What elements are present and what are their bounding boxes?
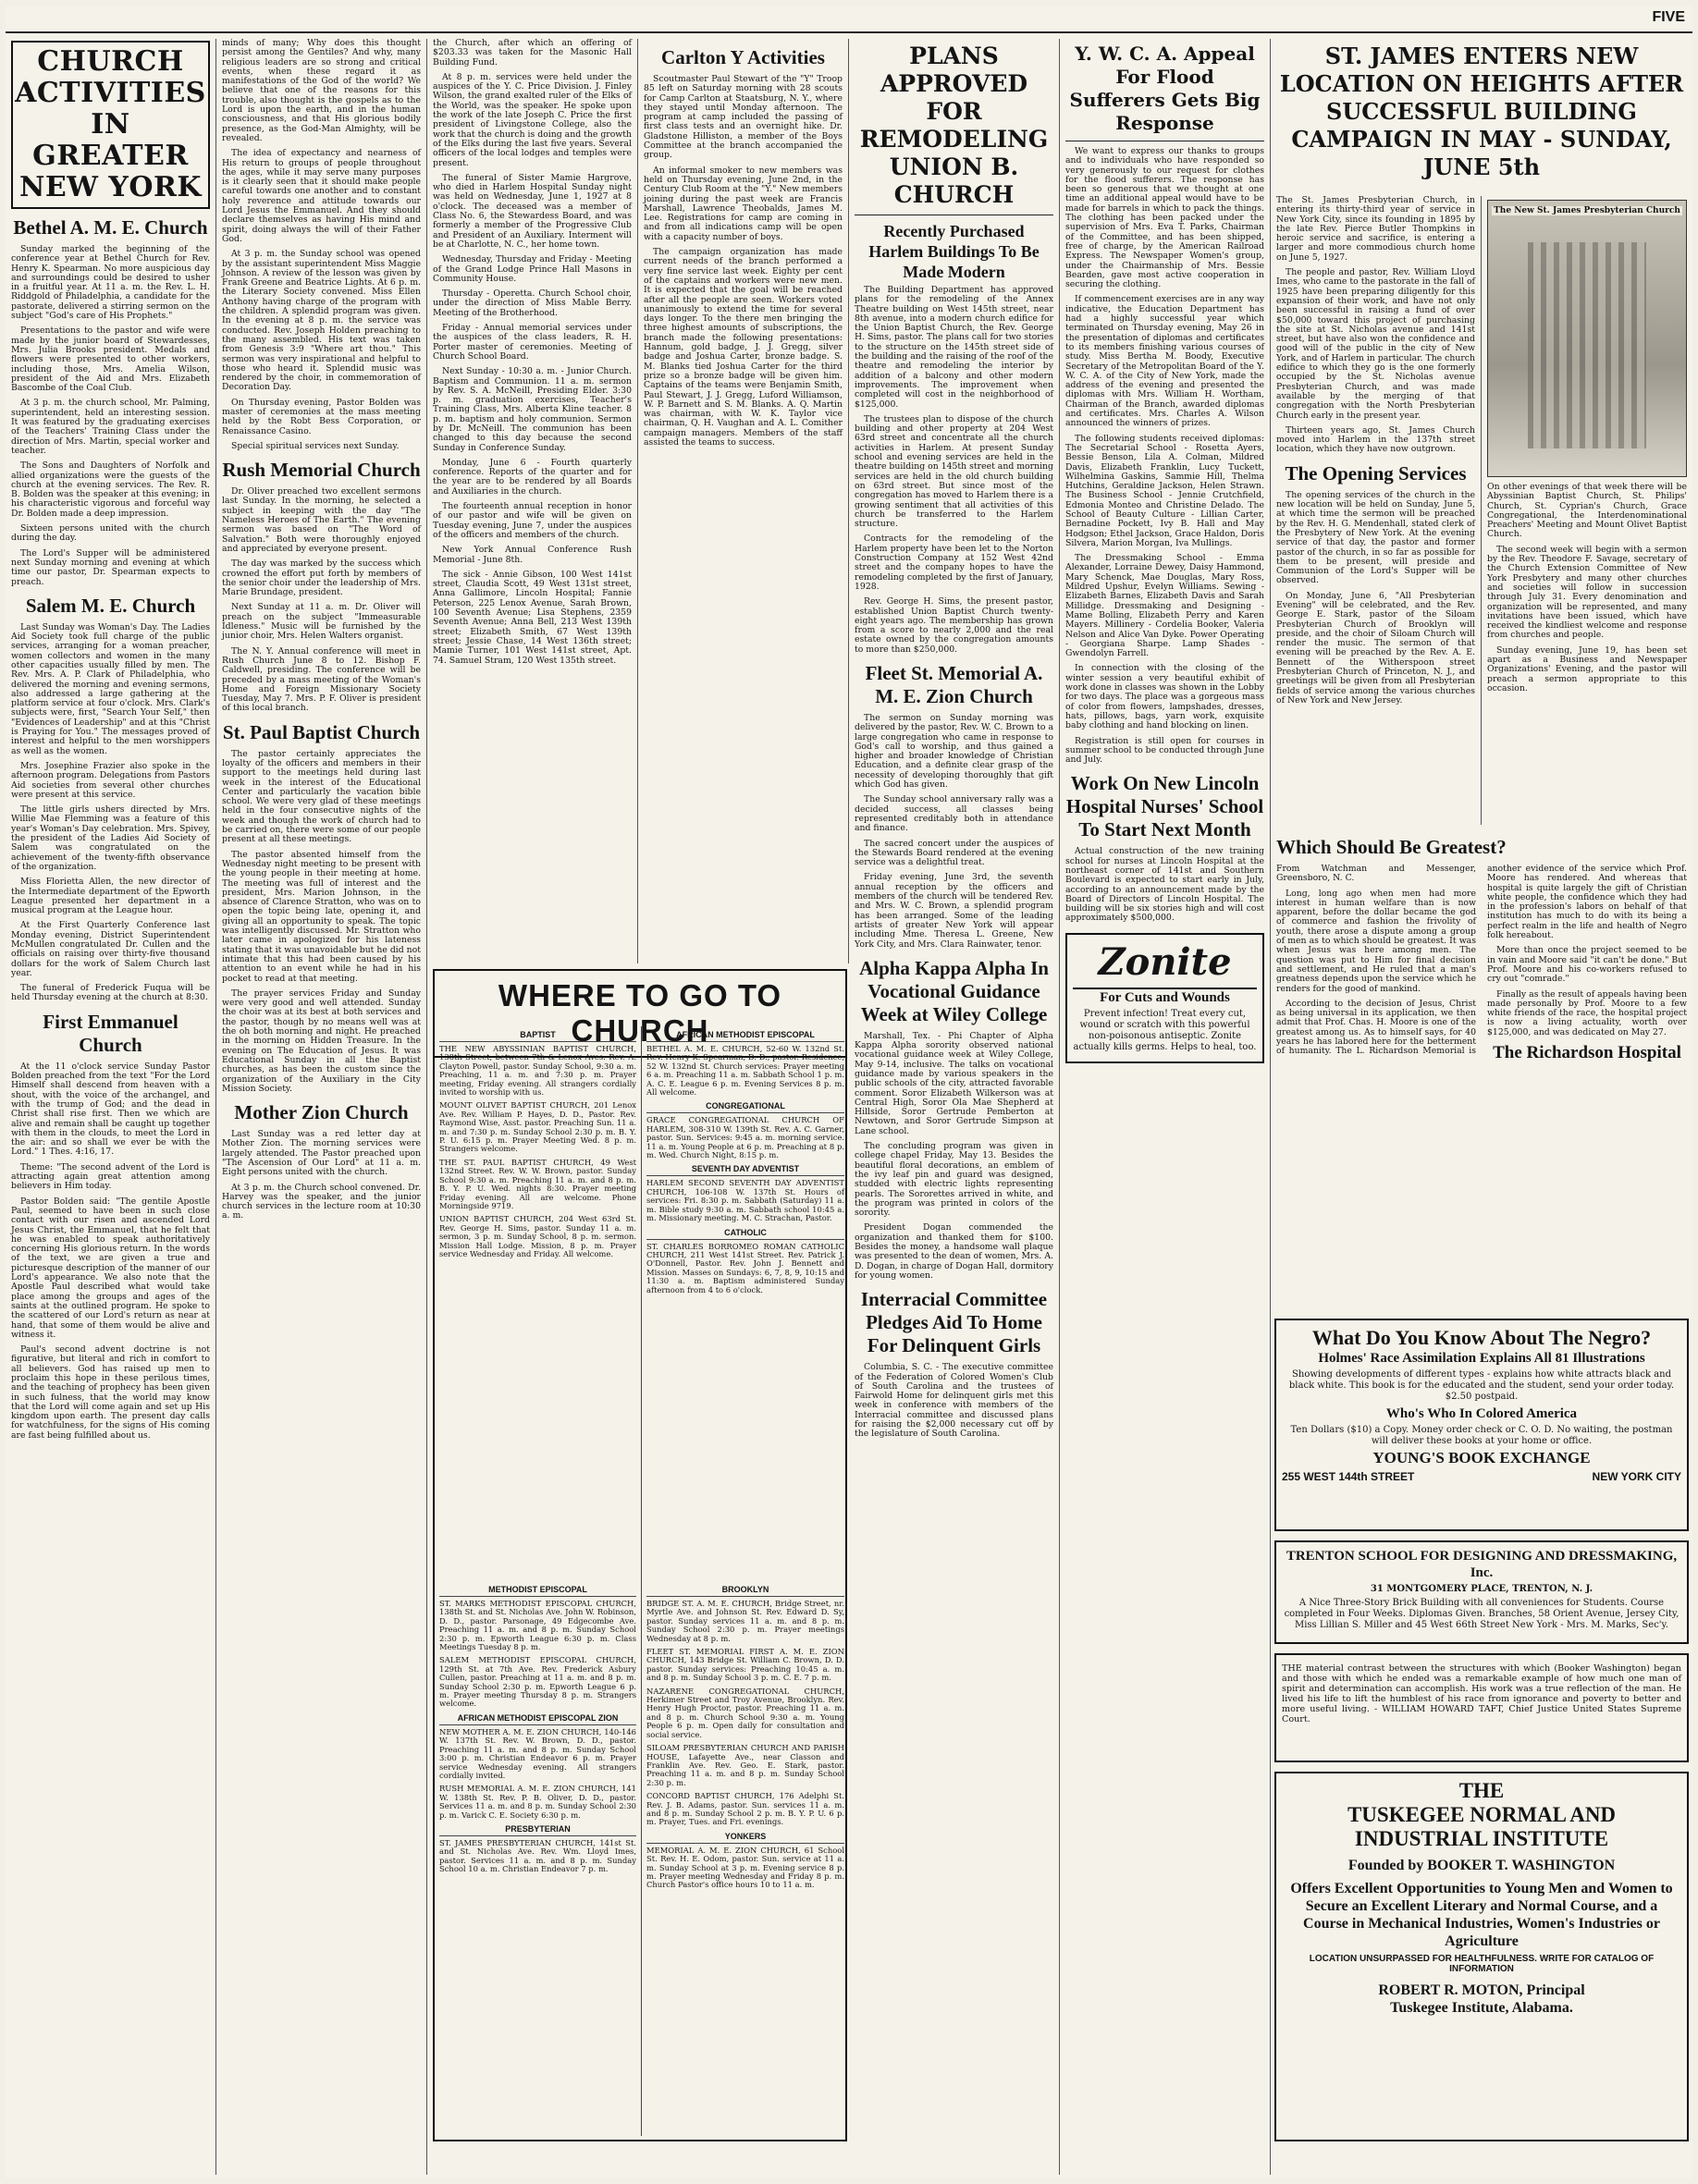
directory-category: CONGREGATIONAL [646,1101,844,1113]
directory-entry: THE ST. PAUL BAPTIST CHURCH, 49 West 132nd Street. Rev. W. W. Brown, pastor. Sunday School 9:30 a. m. Preaching 11 a. m. and 8 p. m. B. Y. P. U. Wed. nights 8:30. Prayer meeting Friday evening. All are welcome. Phone Morningside 9719. [439,1157,636,1210]
directory-entry: SILOAM PRESBYTERIAN CHURCH AND PARISH HOUSE, Lafayette Ave., near Classon and Franklin Ave. Rev. Geo. E. Stark, pastor. Preaching 11 a. m. and 8 p. m. Sunday School 2:30 p. m. [646,1743,844,1787]
article-paragraph: The N. Y. Annual conference will meet in Rush Church June 8 to 12. Bishop F. Caldwell, presiding. The conference will be preceded by a mass meeting of the Woman's Home and Foreign Missionary Society Tuesday, May 7. Mrs. P. F. Oliver is president of this local branch. [222,645,421,714]
article-paragraph: The concluding program was given in college chapel Friday, May 13. Besides the beautiful floral decorations, an emblem of the ivy leaf pin and guard was designed, studded with electric lights representing pearls. The Sororettes arrived in white, and the program was printed in colors of the sorority. [855,1141,1053,1219]
zonite-name: Zonite [1073,940,1257,989]
article-paragraph: The pastor certainly appreciates the loyalty of the officers and members in their support to the meetings held during last week in the interest of the Educational Center and particularly the vacation bible school. We were very glad of these meetings held in the four consecutive nights of the week and though the work of church had to be carried on, there were some of our people present at all these meetings. [222,748,421,845]
directory-entry: NAZARENE CONGREGATIONAL CHURCH, Herkimer Street and Troy Avenue, Brooklyn. Rev. Henry Hugh Proctor, pastor. Preaching 11 a. m. and 8 p. m. Church School 9:30 a. m. Young People 6 p. m. Open daily for consultation and social service. [646,1686,844,1739]
column-1 [6,39,216,2175]
column-2 [216,39,427,2175]
article-paragraph: In connection with the closing of the winter session a very beautiful exhibit of work done in classes was shown in the Lobby for two days. The place was a gorgeous mass of color from flowers, lampshades, dresses, hats, pillows, bags, yarn work, exquisite baby clothing and hand blocking on linen. [1065,663,1264,731]
article-paragraph: Next Sunday - 10:30 a. m. - Junior Church. Baptism and Communion. 11 a. m. sermon by Rev. S. A. McNeill, Presiding Elder. 3:30 p. m. graduation exercises, Teacher's Training Class, Mrs. Alberta Kline teacher. 8 p. m. baptism and holy communion. Sermon by Dr. McNeill. The communion has been changed to this day because the second Sunday in Conference Sunday. [433,366,632,453]
directory-entry: NEW MOTHER A. M. E. ZION CHURCH, 140-146 W. 137th St. Rev. W. Brown, D. D., pastor. Preaching 11 a. m. and 8 p. m. Sunday School 3:00 p. m. Christian Endeavor 6 p. m. Prayer service Wednesday evening. All strangers cordially invited. [439,1726,636,1780]
article-paragraph: At the 11 o'clock service Sunday Pastor Bolden preached from the text "For the Lord Himself shall descend from heaven with a shout, with the voice of the archangel, and with the trump of God; and the dead in Christ shall rise first. Then we which are alive and remain shall be caught up together with them in the clouds, to meet the Lord in the air: and so shall we ever be with the Lord." 1 Thes. 4:16, 17. [11,1061,210,1158]
trenton-school-ad [1274,1540,1689,1644]
article-paragraph: The day was marked by the success which crowned the effort put forth by members of the senior choir under the leadership of Mrs. Marie Brundage, president. [222,558,421,598]
article-paragraph: Friday - Annual memorial services under the auspices of the class leaders, R. H. Porter master of ceremonies. Meeting of Church School Board. [433,323,632,362]
article-paragraph: Registration is still open for courses in summer school to be conducted through June and July. [1065,735,1265,766]
page-header-rule [6,6,1692,33]
article-paragraph: The funeral of Sister Mamie Hargrove, who died in Harlem Hospital Sunday night was held on Wednesday, June 1, 1927 at 8 o'clock. The deceased was a member of Class No. 6, the Stewardess Board, and was formerly a member of the Progressive Club and President of an Auxiliary. Interment will be at Charlotte, N. C., her home town. [433,172,632,250]
article-paragraph: We want to express our thanks to groups and to individuals who have responded so very generously to our request for clothes for the flood sufferers. The response has been so generous that we thought at one time an additional appeal would have to be made for barrels in which to pack the things. The clothing has been packed under the supervision of Mrs. Eva T. Parks, Chairman of the Committee, and has been shipped, free of charge, by the American Railroad Express. The Newspaper Women's group, under the Chairmanship of Mrs. Bessie Bearden, gave most active cooperation in securing the clothing. [1065,146,1264,290]
directory-entry: SALEM METHODIST EPISCOPAL CHURCH, 129th St. at 7th Ave. Rev. Frederick Asbury Cullen, pastor. Preaching at 11 a. m. and 8 p. m. Sunday School 2:30 p. m. Epworth League 6 p. m. Prayer meeting Thursday 8 p. m. Strangers welcome. [439,1655,636,1709]
church-activities-banner [11,41,210,209]
directory-entry: CONCORD BAPTIST CHURCH, 176 Adelphi St. Rev. J. B. Adams, pastor. Sun. services 11 a. m. and 8 p. m. Sunday School 2 p. m. B. Y. P. U. 6 p. m. Prayer, Tues. and Fri. evenings. [646,1791,844,1827]
article-paragraph: Last Sunday was Woman's Day. The Ladies Aid Society took full charge of the public services, arranging for a woman preacher, women collectors and women in the many other capacities usually filled by men. The Rev. Mrs. A. P. Clark of Philadelphia, who delivered the morning and evening sermons, also addressed a large gathering at the platform service at four o'clock. Mrs. Clark's subjects were, first, "Search Your Self," then "Evidences of Leadership" and at this "Christ is Praying for You." The messages proved of interest and helpful to the men worshippers as well as the women. [11,621,210,756]
ad-title: What Do You Know About The Negro? [1311,1326,1652,1349]
tuskegee-name: TUSKEGEE NORMAL AND INDUSTRIAL INSTITUTE [1347,1803,1617,1850]
article-paragraph: Long, long ago when men had more interest in human welfare than is now apparent, before the dollar became the god of commerce and fashion the frivolity of youth, there arose a dispute among a group of men as to which should be greatest. It was when Jesus was here among men. The question was put to Him for final decision and settlement, and He ruled that a man's greatness depends upon the service which he renders for the good of mankind. [1276,888,1476,994]
tuskegee-place: Tuskegee Institute, Alabama. [1390,2000,1573,2016]
tuskegee-location: LOCATION UNSURPASSED FOR HEALTHFULNESS. WRITE FOR CATALOG OF INFORMATION [1309,1954,1655,1974]
directory-entry: BRIDGE ST. A. M. E. CHURCH, Bridge Street, nr. Myrtle Ave. and Johnson St. Rev. Edward D. Sy, pastor. Sunday services 11 a. m. and 8 p. m. Sunday School 2:30 p. m. Prayer meetings Wednesday at 8 p. m. [646,1599,844,1643]
directory-column-2 [642,1026,849,1581]
article-paragraph: The second week will begin with a sermon by the Rev. Theodore F. Savage, secretary of the Church Extension Committee of New York Presbytery and many other churches and societies will follow in succession through July 31. Every denomination and organization will be represented, and many invitations have been issued, which have received the kindliest welcome and response from churches and people. [1487,544,1687,641]
article-paragraph: The fourteenth annual reception in honor of our pastor and wife will be given on Tuesday evening, June 7, under the auspices of the officers and members of the church. [433,501,632,540]
article-paragraph: Dr. Oliver preached two excellent sermons last Sunday. In the morning, he selected a subject in keeping with the day "The Nameless Heroes of The Earth." The evening sermon was based on "The Word of Salvation." Both were thoroughly enjoyed and appreciated by everyone present. [222,486,421,554]
article-paragraph: The trustees plan to dispose of the church building and other property at 204 West 63rd street and concentrate all the church activities in Harlem. At present Sunday school and evening services are held in the theatre building on 145th street and morning services are held in the old church building on 63rd street. But since most of the congregation has moved to Harlem there is a growing sentiment that all activities of this church be transferred to the Harlem structure. [855,413,1053,530]
zonite-ad [1065,933,1264,1063]
directory-category: YONKERS [646,1832,844,1844]
article-paragraph: Contracts for the remodeling of the Harlem property have been let to the Norton Construction Company at 152 West 42nd street and the company hopes to have the remodeling completed by the first of January, 1928. [855,534,1053,592]
ad-address-street: 255 WEST 144th STREET [1282,1470,1415,1483]
ad-subtitle-2: Who's Who In Colored America [1385,1406,1578,1421]
ywca-banner: Y. W. C. A. Appeal For Flood Sufferers Gets Big Response [1069,43,1261,134]
article-paragraph: Actual construction of the new training school for nurses at Lincoln Hospital at the northeast corner of 141st and Southern Boulevard is expected to start early in July, according to an announcement made by the Board of Directors of Lincoln Hospital. The building will be six stories high and will cost approximately $500,000. [1065,846,1264,924]
st-james-banner: ST. JAMES ENTERS NEW LOCATION ON HEIGHTS AFTER SUCCESSFUL BUILDING CAMPAIGN IN MAY - SUNDAY, JUNE 5th [1279,43,1684,180]
directory-column-1 [435,1026,642,1581]
article-paragraph: the Church, after which an offering of $203.33 was taken for the Masonic Hall Building Fund. [433,39,632,67]
directory-column-3 [435,1581,642,2136]
directory-category: AFRICAN METHODIST EPISCOPAL [646,1030,844,1042]
directory-category: AFRICAN METHODIST EPISCOPAL ZION [439,1713,636,1725]
article-paragraph: Mrs. Josephine Frazier also spoke in the afternoon program. Delegations from Pastors Aid societies from several other churches were present at this service. [11,760,210,800]
article-paragraph: New York Annual Conference Rush Memorial - June 8th. [433,545,632,565]
ad-firm: YOUNG'S BOOK EXCHANGE [1372,1449,1591,1466]
article-paragraph: On Thursday evening, Pastor Bolden was master of ceremonies at the mass meeting held by the Robt Bess Corporation, or Renaissance Casino. [222,397,421,436]
article-paragraph: The funeral of Frederick Fuqua will be held Thursday evening at the church at 8:30. [11,983,210,1003]
article-paragraph: Last Sunday was a red letter day at Mother Zion. The morning services were largely attended. The Pastor preached upon "The Ascension of Our Lord" at 11 a. m. Eight persons united with the church. [222,1129,421,1178]
article-paragraph: Pastor Bolden said: "The gentile Apostle Paul, seemed to have been in such close contact with our risen and ascended Lord Jesus Christ, the Emmanuel, that he felt that he was enabled to speak authoritatively concerning His glorious return. In the words of the text, we are given a true and picturesque description of the manner of our Lord's appearance. We also note that the Apostle Paul described what would take place among the groups and ages of the saints at the outlined program. He spoke to the scattered of our Lord's return as near at hand, that some of them would be alive and witness it. [11,1196,210,1340]
article-paragraph: Theme: "The second advent of the Lord is attracting again great attention among believers in Him today. [11,1161,210,1192]
directory-entry: ST. JAMES PRESBYTERIAN CHURCH, 141st St. and St. Nicholas Ave. Rev. Wm. Lloyd Imes, pastor. Services 11 a. m. and 8 p. m. Sunday School 10 a. m. Christian Endeavor 7 p. m. [439,1837,636,1874]
article-headline: The Richardson Hospital [1493,1043,1681,1063]
column-6 [1060,39,1271,2175]
article-paragraph: President Dogan commended the organization and thanked them for $100. Besides the money, a handsome wall plaque was presented to the dean of women, Mrs. A. D. Dogan, in charge of Dogan Hall, dormitory for young women. [855,1222,1053,1281]
which-should-be-greatest [1271,828,1692,1309]
trenton-address: 31 MONTGOMERY PLACE, TRENTON, N. J. [1370,1584,1593,1594]
article-paragraph: The St. James Presbyterian Church, in entering its thirty-third year of service in New York City, since its founding in 1895 by the late Rev. Pierce Butler Thompkins in heroic service and sacrifice, is entering a larger and more commodious church home on June 5, 1927. [1276,196,1475,263]
article-paragraph: At the First Quarterly Conference last Monday evening, District Superintendent McMullen congratulated Dr. Cullen and the officials on raising over thirty-five thousand dollars for the work of Salem Church last year. [11,920,210,978]
taft-quote-box [1274,1653,1689,1762]
zonite-sub: For Cuts and Wounds [1100,989,1230,1005]
directory-category: METHODIST EPISCOPAL [439,1585,636,1597]
article-headline: First Emmanuel Church [43,1010,178,1056]
directory-entry: UNION BAPTIST CHURCH, 204 West 63rd St. Rev. George H. Sims, pastor. Sunday 11 a. m. sermon, 3 p. m. Sunday School, 8 p. m. sermon. Mission Hall Lodge. Mission, 8 p. m. Prayer service Wednesday and Friday. All welcome. [439,1214,636,1258]
tuskegee-principal: ROBERT R. MOTON, Principal [1378,1982,1585,1998]
article-paragraph: Thursday - Operetta. Church School choir, under the direction of Miss Mable Berry. Meeting of the Brotherhood. [433,288,632,318]
article-paragraph: The Sons and Daughters of Norfolk and allied organizations were the guests of the church at the evening services. The Rev. R. B. Bolden was the speaker at this evening; in his characteristic vigorous and forceful way Dr. Bolden made a deep impression. [11,460,210,519]
article-paragraph: If commencement exercises are in any way indicative, the Education Department has had a highly successful year which terminated on Thursday evening, May 26 in the presentation of diplomas and certificates to its members finishing various courses of study. Miss Bertha M. Boody, Executive Secretary of the Metropolitan Board of the Y. W. C. A. of the City of New York, made the address of the evening and presented the diplomas with Mrs. William H. Wortham, Chairman of the Branch, awarded diplomas and certificates. Mrs. Charles A. Wilson announced the winners of prizes. [1065,294,1264,429]
directory-category: SEVENTH DAY ADVENTIST [646,1164,844,1176]
article-paragraph: From Watchman and Messenger, Greensboro, N. C. [1276,864,1476,884]
article-paragraph: Scoutmaster Paul Stewart of the "Y" Troop 85 left on Saturday morning with 28 scouts for Camp Carlton at Staatsburg, N. Y., where they stayed until Monday afternoon. The program at camp included the passing of first class tests and an overnight hike. Dr. Gladstone Hilliston, a member of the Boys Committee at the branch accompanied the group. [644,74,843,161]
directory-category: CATHOLIC [646,1228,844,1240]
article-paragraph: The Dressmaking School - Emma Alexander, Lorraine Dewey, Daisy Hammond, Mary Schenck, Mae Douglas, Mary Ross, Mildred Upshur, Evelyn Williams. Sewing - Elizabeth Barnes, Elizabeth Davis and Sarah Millidge. Dressmaking and Designing - Mame Bolling, Elizabeth Perry and Karen Mayers. Millinery - Cordelia Booker, Valeria Nelson and Alice Van Dyke. Power Operating - Georgiana Sharpe. Lamp Shades - Gwendolyn Farrell. [1065,553,1264,659]
directory-category: PRESBYTERIAN [439,1824,636,1836]
article-paragraph: Miss Florietta Allen, the new director of the Intermediate department of the Epworth League presented her department in a musical program at the League hour. [11,877,210,916]
article-paragraph: The pastor absented himself from the Wednesday night meeting to be present with the young people in their meeting at home. The meeting was full of interest and the president, Mrs. Marion Johnson, in the absence of Clarence Stratton, who was on to open the topic being late, opening it, and giving all an opportunity to speak. The topic was intelligently discussed. Mr. Stratton who later came in apologized for his lateness stating that it was unavoidable but he did not intimate that this had been caused by his attention to an event while he had in his pocket to read at that meeting. [222,849,421,984]
article-paragraph: The Sunday school anniversary rally was a decided success, all classes being represented creditably both in attendance and finance. [855,794,1053,834]
article-paragraph: The little girls ushers directed by Mrs. Willie Mae Flemming was a feature of this year's Woman's Day celebration. Mrs. Spivey, the president of the Ladies Aid Society of Salem was congratulated on the achievement of the twenty-fifth observance of the organization. [11,804,210,872]
page-number: FIVE [1652,9,1685,25]
directory-entry: RUSH MEMORIAL A. M. E. ZION CHURCH, 141 W. 138th St. Rev. P. B. Oliver, D. D., pastor. Services 11 a. m. and 8 p. m. Sunday School 2:30 p. m. Varick C. E. Society 6:30 p. m. [439,1784,636,1820]
article-paragraph: The opening services of the church in the new location will be held on Sunday, June 5, at which time the sermon will be preached by the Rev. H. G. Mendenhall, stated clerk of the Presbytery of New York. At the evening service of that day, the pastor and former pastor of the church, in so far as possible for them to be present, will preside and Communion of the Lord's Supper will be observed. [1276,489,1475,586]
ad-body-2: Ten Dollars ($10) a Copy. Money order check or C. O. D. No waiting, the postman will deliver these books at your home or office. [1290,1425,1673,1446]
st-james-banner-area [1271,39,1692,196]
article-paragraph: Next Sunday at 11 a. m. Dr. Oliver will preach on the subject "Immeasurable Idleness." Music will be furnished by the junior choir, Mrs. Helen Walters organist. [222,602,421,642]
article-headline: Bethel A. M. E. Church [13,216,208,239]
article-paragraph: More than once the project seemed to be in vain and Moore said "it can't be done." But Prof. Moore and his co-workers refused to cry out "comrade." [1487,945,1687,985]
banner-title: CHURCH ACTIVITIES IN GREATER NEW YORK [15,45,206,203]
article-paragraph: Rev. George H. Sims, the present pastor, established Union Baptist Church twenty-eight years ago. The membership has grown from a score to nearly 2,000 and the real estate owned by the congregation amounts to more than $250,000. [855,596,1053,655]
column-4 [638,39,849,963]
article-paragraph: According to the decision of Jesus, Christ as being universal in its application, we then admit that Prof. Chas. H. Moore is one of the greatest among us. As to himself says, for 40 years he has labored here for the betterment of humanity. The L. Richardson Memorial is another evidence of the service which Prof. Moore has rendered. And whereas that hospital is quite largely the gift of Christian white people, the confidence which they had in the profession's labors on behalf of that institution has much to do with its being a perfect realm in the life and health of Negro folk hereabout. [1276,864,1687,1057]
directory-category: BROOKLYN [646,1585,844,1597]
article-paragraph: The sermon on Sunday morning was delivered by the pastor, Rev. W. C. Brown to a large congregation who came in response to God's call to worship, and thus gained a higher and broader knowledge of Christian Education, and a definite clear grasp of the necessity of developing thoroughly that gift which God has given. [855,712,1053,791]
ad-address [1282,1470,1681,1483]
article-paragraph: On other evenings of that week there will be Abyssinian Baptist Church, St. Philips' Church, St. Cyprian's Church, Grace Congregational, the Interdenominational Preachers' Meeting and Mount Olivet Baptist Church. [1487,483,1687,540]
article-paragraph: Sunday evening, June 19, has been set apart as a Business and Newspaper Organizations' Evening, and the pastor will preach a sermon appropriate to this occasion. [1487,644,1687,693]
article-paragraph: Thirteen years ago, St. James Church moved into Harlem in the 137th street location, which they have now outgrown. [1276,424,1475,455]
article-paragraph: The following students received diplomas: The Secretarial School - Rosetta Ayers, Bessie Benson, Lila A. Colman, Mildred Davis, Elizabeth Franklin, Lucy Tuckett, Wilhelmina Gaskins, Sammie Hill, Thelma Hutchins, Geraldine Jackson, Helen Strawn. The Business School - Jennie Crutchfield, Edmonia Monteo and Christine Delado. The School of Beauty Culture - Lillian Carter, Bernadine Pockett, Ivy B. Hall and May Hodgson; Ethel Jackson, Grace Haldon, Doris Silvera, Marion Morgan, Iva Mullings. [1065,433,1264,548]
quote-text: THE material contrast between the structures with which (Booker Washington) began and those with which he ended was a remarkable example of how much one man of spirit and determination can accomplish. His work was a true reflection of the man. He lived his life to lift the humblest of his race from ignorance and poverty to better and more useful living. - WILLIAM HOWARD TAFT, Chief Justice United States Supreme Court. [1282,1663,1681,1724]
column-8 [1482,483,1692,825]
carlton-y-title: Carlton Y Activities [661,46,825,68]
directory-entry: ST. CHARLES BORROMEO ROMAN CATHOLIC CHURCH, 211 West 141st Street. Rev. Patrick J. O'Donnell, Pastor. Rev. John J. Bennett and Mission. Masses on Sundays: 6, 7, 8, 9, 10:15 and 11:30 a. m. Baptism administered Sunday afternoon from 4 to 6 o'clock. [646,1241,844,1294]
negro-book-ad [1274,1319,1689,1531]
article-paragraph: The sick - Annie Gibson, 100 West 141st street, Claudia Scott, 49 West 131st street, Anna Gallimore, Lincoln Hospital; Fannie Peterson, 225 Lenox Avenue, Sarah Brown, 100 Seventh Avenue; Lisa Stephens, 2359 Seventh Avenue; Anna Bell, 213 West 139th street; Elizabeth Smith, 67 West 139th street; Jessie Chase, 14 West 136th street; Mamie Turner, 101 West 141st street, Apt. 74. Samuel Stram, 120 West 135th street. [433,569,632,666]
ad-address-city: NEW YORK CITY [1592,1470,1681,1483]
newspaper-page [6,6,1692,2178]
article-headline: St. Paul Baptist Church [222,720,421,743]
article-headline: Work On New Lincoln Hospital Nurses' School To Start Next Month [1065,772,1264,841]
article-headline: Fleet St. Memorial A. M. E. Zion Church [865,661,1043,707]
directory-entry: MEMORIAL A. M. E. ZION CHURCH, 61 School St. Rev. H. E. Odom, pastor. Sun. service at 11 a. m. Sunday School at 3 p. m. Evening service 8 p. m. Prayer meeting Wednesday and Friday 8 p. m. Church Pastor's office hours 10 to 11 a. m. [646,1845,844,1890]
greatest-title: Which Should Be Greatest? [1276,836,1507,858]
church-directory [433,969,847,2141]
article-paragraph: The campaign organization has made current needs of the branch performed a very fine service last week. Eighty per cent of the captains and workers were new men. It is expected that the goal will be reached after all the people are seen. Workers voted unanimously to extend the time for several days longer. To the there men bringing the three highest amounts of subscriptions, the branch made the following presentations: Hannum, gold badge, J. J. Gregg, silver badge and Joshua Carter, bronze badge. S. M. Blanks tied Joshua Carter for the third prize so a bronze badge will be given him. Captains of the teams were Benjamin Smith, Paul Stewart, J. J. Gregg, Luford Williamson, W. P. Barnett and S. M. Blanks. A. Q. Martin was chairman, with W. K. Taylor vice chairman, Q. H. Vaughan and A. L. Comither campaign managers. Members of the staff assisted the teams to success. [644,247,843,448]
article-paragraph: The idea of expectancy and nearness of His return to groups of people throughout the ages, while it may serve many purposes is it clearly seen that it should make people careful towards one another and to constant holy reverence and attitude towards our Lord Jesus the Emmanuel. And they should declare themselves as having His mind and spirit, doing always the will of their Father God. [222,148,421,244]
article-paragraph: The Lord's Supper will be administered next Sunday morning and evening at which time our pastor, Dr. Spearman expects to preach. [11,547,210,587]
directory-entry: FLEET ST. MEMORIAL FIRST A. M. E. ZION CHURCH, 143 Bridge St. William C. Brown, D. D. pastor. Sunday services: Preaching 10:45 a. m. and 8 p. m. Sunday School 3 p. m. C. E. 7 p. m. [646,1647,844,1683]
directory-entry: ST. MARKS METHODIST EPISCOPAL CHURCH, 138th St. and St. Nicholas Ave. John W. Robinson, D. D., pastor. Parsonage, 49 Edgecombe Ave. Preaching 11 a. m. and 8 p. m. Sunday School 2:30 p. m. Epworth League 6:30 p. m. Class Meetings Tuesday 8 p. m. [439,1599,636,1652]
directory-entry: BETHEL A. M. E. CHURCH, 52-60 W. 132nd St. Rev. Henry K. Spearman, D. D., pastor. Residence, 52 W. 132nd St. Church services: Prayer meeting 6 a. m. Preaching 11 a. m. Sabbath School 1 p. m. A. C. E. League 6 p. m. Evening Services 8 p. m. All welcome. [646,1044,844,1098]
article-headline: Interracial Committee Pledges Aid To Home For Delinquent Girls [860,1288,1048,1357]
tuskegee-ad [1274,1772,1689,2141]
article-headline: The Opening Services [1285,461,1467,485]
trenton-body: A Nice Three-Story Brick Building with all conveniences for Students. Course completed in Four Weeks. Diplomas Given. Branches, 58 Orient Avenue, Jersey City, Miss Lillian S. Miller and 45 West 66th Street New York - Mrs. M. Marks, Sec'y. [1284,1598,1680,1630]
article-paragraph: Friday evening, June 3rd, the seventh annual reception by the officers and members of the church will be tendered Rev. and Mrs. W. C. Brown, a splendid program has been arranged. Some of the leading artists of greater New York will appear including Mme. Theresa L. Greene, New York City, and Mrs. Clara Rainwater, tenor. [855,872,1053,950]
ad-body: Showing developments of different types - explains how white attracts black and black white. This book is for the educated and the student, send your order today. $2.50 postpaid. [1288,1369,1675,1402]
directory-entry: GRACE CONGREGATIONAL CHURCH OF HARLEM, 308-310 W. 139th St. Rev. A. C. Garner, pastor. Sun. Services: 9:45 a. m. morning service. 11 a. m. Young People at 6 p. m. Preaching at 8 p. m. Wed. Church Night, 8:15 p. m. [646,1115,844,1160]
column-5 [849,39,1060,2175]
church-photo [1487,200,1687,477]
article-paragraph: At 3 p. m. the Church school convened. Dr. Harvey was the speaker, and the junior church services in the lecture room at 10:30 a. m. [222,1182,421,1221]
zonite-body: Prevent infection! Treat every cut, wound or scratch with this powerful non-poisonous antiseptic. Zonite actually kills germs. Helps to heal, too. [1073,1008,1257,1052]
tuskegee-founded: Founded by BOOKER T. WASHINGTON [1347,1858,1616,1873]
column-3 [427,39,638,963]
directory-entry: HARLEM SECOND SEVENTH DAY ADVENTIST CHURCH, 106-108 W. 137th St. Hours of services: Fri. 8:30 p. m. Sabbath (Saturday) 11 a. m. Bible study 9:30 a. m. Sabbath school 10:45 a. m. Missionary meeting. M. C. Strachan, Pastor. [646,1178,844,1223]
article-paragraph: minds of many; Why does this thought persist among the Gentiles? And why, many religious leaders are so strong and critical events, when these regard it as manifestations of the God of the world? We believe that one of the reasons for this trouble, also thought is the gospels as to the Lord is upon the earth, and in the human consciousness, and that His glorious bodily presence, as the God-Man Almighty, will be revealed. [222,39,421,143]
article-paragraph: On Monday, June 6, "All Presbyterian Evening" will be celebrated, and the Rev. George E. Stark, pastor of the Siloam Presbyterian Church of Brooklyn will preside, and the choir of Siloam Church will render the music. The sermon of that evening will be preached by the Rev. A. E. Bennett of the Witherspoon street Presbyterian Church of Princeton, N. J., and greetings will be given from all Presbyterian fields of service among the various churches of New York and New Jersey. [1276,590,1475,706]
tuskegee-offer: Offers Excellent Opportunities to Young Men and Women to Secure an Excellent Literary and Normal Course, and a Course in Mechanical Industries, Women's Industries or Agriculture [1290,1881,1673,1949]
column-7 [1271,196,1482,825]
directory-column-4 [642,1581,849,2136]
article-paragraph: At 3 p. m. the Sunday school was opened by the assistant superintendent Miss Maggie Johnson. A review of the lesson was given by Frank Greene and Beatrice Lights. At 6 p. m. the Literary Society convened. Miss Ellen Anthony having charge of the program with the children. A splendid program was given. In the evening at 8 p. m. the service was conducted. Rev. Joseph Holden preaching to the many assembled. His text was taken from Genesis 3:9 "Where art thou." This sermon was very inspirational and helpful to those who heard it. Splendid music was rendered by the choir, in commemoration of Decoration Day. [222,249,421,393]
article-paragraph: Wednesday, Thursday and Friday - Meeting of the Grand Lodge Prince Hall Masons in Community House. [433,254,632,284]
directory-title: WHERE TO GO TO CHURCH [435,971,845,1058]
union-church-banner: PLANS APPROVED FOR REMODELING UNION B. CHURCH [859,43,1049,208]
tuskegee-the: THE [1458,1779,1505,1802]
union-church-subhead: Recently Purchased Harlem Buildings To Be Made Modern [868,222,1040,281]
article-paragraph: Sixteen persons united with the church during the day. [11,523,210,544]
article-paragraph: Monday, June 6 - Fourth quarterly conference. Reports of the quarter and for the year are to be rendered by all Boards and Auxiliaries in the church. [433,457,632,497]
article-headline: Mother Zion Church [234,1101,409,1124]
directory-entry: THE NEW ABYSSINIAN BAPTIST CHURCH, 138th Street, between 7th & Lenox Aves. Rev. A. Clayton Powell, pastor. Sunday School, 9:30 a. m. Preaching, 11 a. m. and 7:30 p. m. Prayer meeting, Friday evening. All strangers cordially invited to worship with us. [439,1044,636,1098]
article-paragraph: At 8 p. m. services were held under the auspices of the Y. C. Price Division. J. Finley Wilson, the grand exalted ruler of the Elks of the World, was the speaker. He spoke upon the work of the late Joseph C. Price the first president of Livingstone College, also the work that the church is doing and the growth of the Elks during the last five years. Several officers of the local lodges and temples were present. [433,71,632,168]
article-headline: Salem M. E. Church [25,594,196,617]
article-paragraph: The prayer services Friday and Sunday were very good and well attended. Sunday the choir was at its best at both services and the pastor, though by no means well was at the oh both morning and night. He preached in the morning on Hidden Treasure. In the evening on The Education of Jesus. It was Educational Sunday in all the Baptist churches, as has been the custom since the organization of the Auxiliary in the City Mission Society. [222,988,421,1094]
article-headline: Rush Memorial Church [222,459,421,482]
directory-category: BAPTIST [439,1030,636,1042]
article-paragraph: The Building Department has approved plans for the remodeling of the Annex Theatre building on West 145th street, near 8th avenue, into a modern church edifice for the Union Baptist Church, the Rev. George H. Sims, pastor. The plans call for two stories to the structure on the 145th street side of the building and the raising of the roof of the theatre and remodeling the interior by addition of a balcony and other modern improvements. The improvement when completed will cost in the neighborhood of $125,000. [855,285,1053,410]
article-paragraph: Paul's second advent doctrine is not figurative, but literal and rich in comfort to all believers. God has raised up men to proclaim this hope in these perilous times, and the teaching of prophecy has been given in such fulness, that the world may know that the Lord will come again and set up His kingdom upon earth. The present day calls for watchfulness, for the signs of His coming are fast being fulfilled about us. [11,1344,210,1441]
article-paragraph: Sunday marked the beginning of the conference year at Bethel Church for Rev. Henry K. Spearman. No more auspicious day and surroundings could be desired to usher in a fruitful year. At 11 a. m. the Rev. L. H. Riddgold of Philadelphia, a candidate for the pastorate, delivered a stirring sermon on the subject "God's care of His Prophets." [11,244,210,322]
article-headline: Alpha Kappa Alpha In Vocational Guidance Week at Wiley College [859,956,1049,1025]
directory-entry: MOUNT OLIVET BAPTIST CHURCH, 201 Lenox Ave. Rev. William P. Hayes, D. D., Pastor. Rev. Raymond Wise, Asst. pastor. Preaching Sun. 11 a. m. and 7:30 p. m. Sunday School 2:30 p. m. B. Y. P. U. 6:15 p. m. Prayer Meeting Wed. 8 p. m. Strangers welcome. [439,1100,636,1154]
article-paragraph: Finally as the result of appeals having been made personally by Prof. Moore to a few white friends of the race, the hospital project is now a living actuality, worth over $125,000, and was dedicated on May 27. [1487,988,1687,1037]
trenton-title: TRENTON SCHOOL FOR DESIGNING AND DRESSMAKING, Inc. [1286,1549,1678,1580]
ad-subtitle: Holmes' Race Assimilation Explains All 81 Illustrations [1318,1351,1645,1366]
article-paragraph: The sacred concert under the auspices of the Stewards Board rendered at the evening service was a delightful treat. [855,838,1053,868]
greatest-body [1276,865,1687,1063]
article-paragraph: Marshall, Tex. - Phi Chapter of Alpha Kappa Alpha sorority observed national vocational guidance week at Wiley College, May 9-14, inclusive. The talks on vocational guidance made by various speakers in the public schools of the city, attracted favorable comment. Soror Elizabeth Wilkerson was at Central High, Soror Ola Mae Shepherd at Hillside, Soror Gertrude Pemberton at Newtown, and Soror Gertrude Simpson at Lane school. [855,1030,1053,1136]
article-paragraph: Presentations to the pastor and wife were made by the junior board of Stewardesses, Mrs. Julia Brooks president. Medals and flowers were presented to other workers, including those, Mrs. Amelia Wilson, president of the Aid and Mrs. Elizabeth Bascombe of the Coal Club. [11,325,210,394]
article-paragraph: At 3 p. m. the church school, Mr. Palming, superintendent, held an interesting session. It was featured by the graduating exercises of the Teachers' Training Class under the direction of Mrs. Martin, special worker and teacher. [11,398,210,456]
article-paragraph: The people and pastor, Rev. William Lloyd Imes, who came to the pastorate in the fall of 1925 have been preparing diligently for this expansion of their work, and have not only been successful in raising a fund of over $50,000 toward this project of purchasing the site at St. Nicholas avenue and 141st street, but have also won the confidence and good will of the public in the city of New York, and of Harlem in particular. The church edifice to which they go is the one formerly occupied by the St. Nicholas avenue Presbyterian Church, and was made available by the merging of that congregation with the North Presbyterian Church early in the present year. [1276,267,1475,421]
article-paragraph: An informal smoker to new members was held on Thursday evening, June 2nd, in the Century Club Room at the "Y." New members joining during the past week are Francis Marshall, Lawrence Theobalds, James M. Lee. Registrations for camp are coming in and from all indications camp will be open with a capacity number of boys. [644,165,843,242]
article-paragraph: Columbia, S. C. - The executive committee of the Federation of Colored Women's Club of South Carolina and the trustees of Fairwold Home for delinquent girls met this week in conference with members of the Interracial committee and discussed plans for raising the $2,000 necessary cut off by the legislature of South Carolina. [855,1362,1053,1440]
photo-caption: The New St. James Presbyterian Church [1492,206,1682,215]
article-paragraph: Special spiritual services next Sunday. [231,440,400,451]
